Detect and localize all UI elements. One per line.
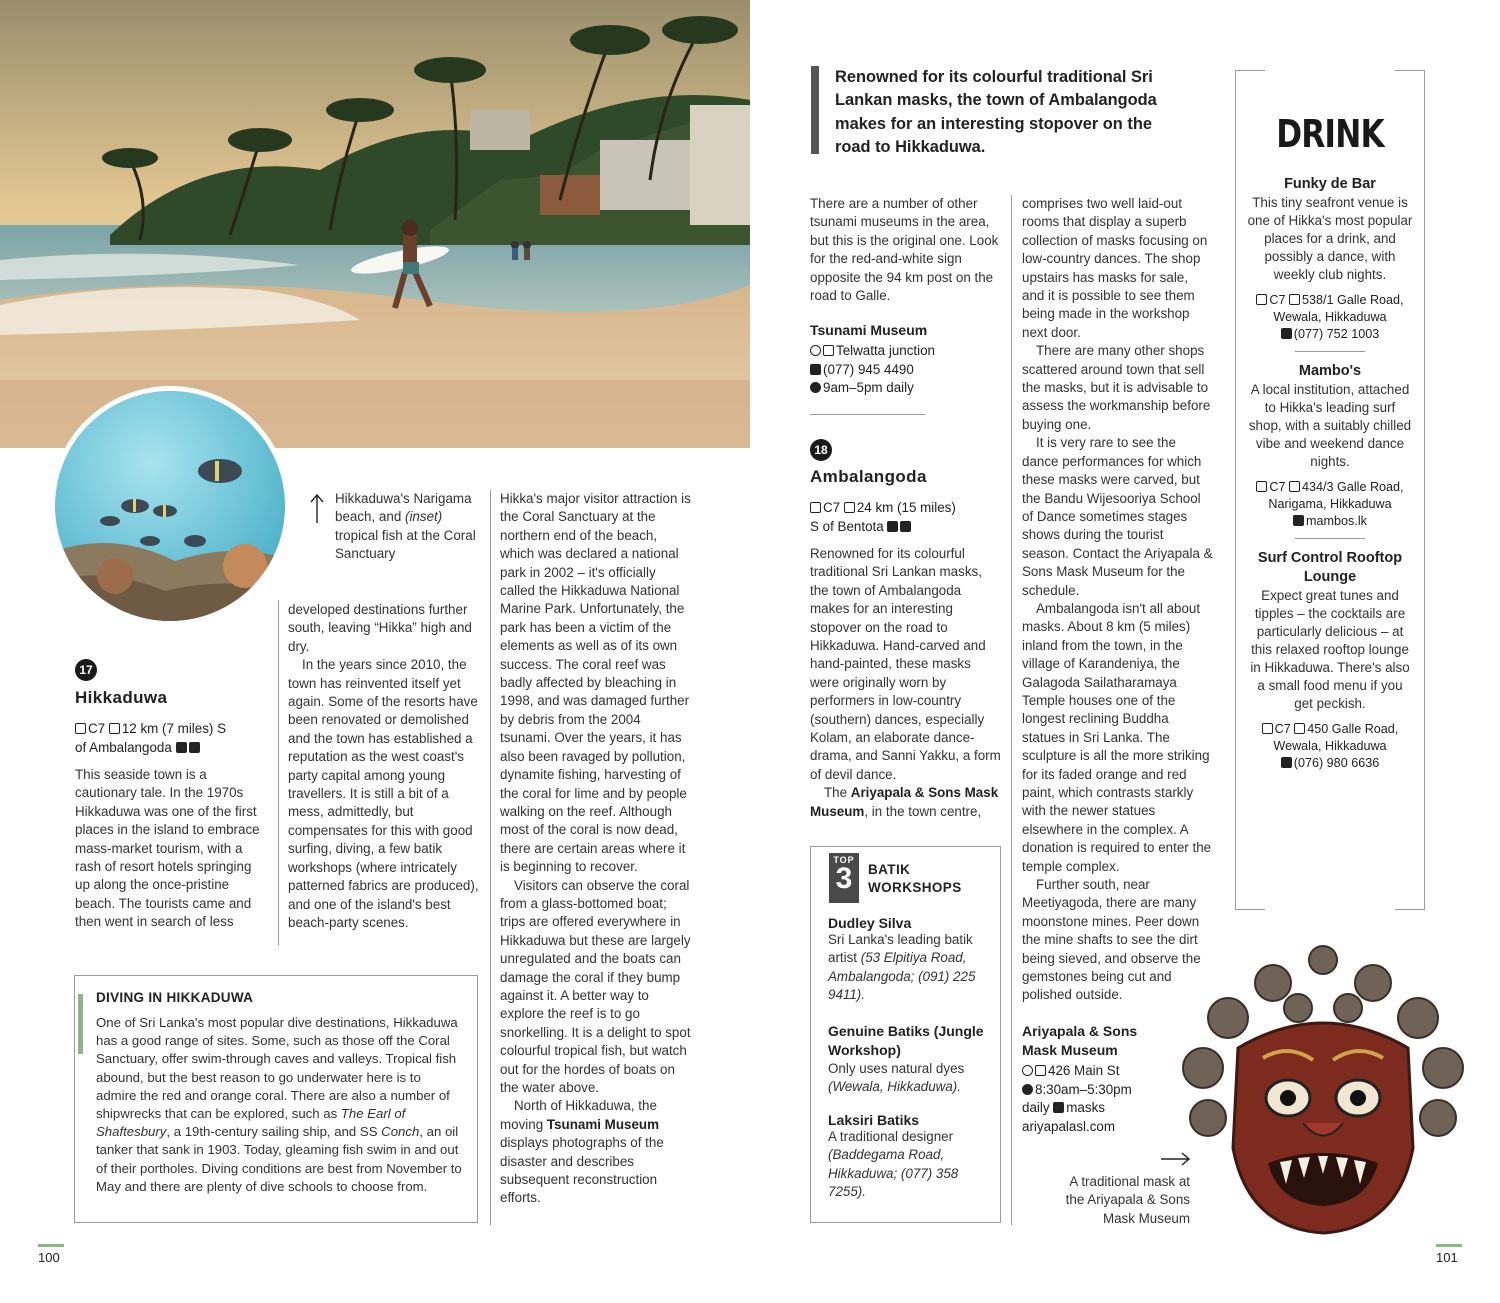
ambalangoda-title: Ambalangoda — [810, 467, 927, 486]
ariyapala-museum-name: Ariyapala & Sons Mask Museum — [1022, 1023, 1138, 1058]
phone-icon — [1281, 757, 1292, 768]
address-icon — [1289, 294, 1300, 305]
hikkaduwa-col1: This seaside town is a cautionary tale. In the 1970s Hikkaduwa was one of the first places in the island to embrace mass-market tourism, with a rash of resort hotels springing up along the once-pristine beach. The tourists came and then went in search of less — [75, 767, 260, 930]
drink-venue-mambos-name: Mambo's — [1298, 363, 1362, 379]
drink-venue-mambos-desc: A local institution, attached to Hikka's leading surf shop, with a suitably chilled vibe and weekend dance nights. — [1248, 382, 1412, 469]
drink-sidebar-rule-bottom — [1395, 909, 1425, 910]
page-number-tab — [38, 1244, 64, 1247]
page-number-right: 101 — [1436, 1250, 1458, 1265]
mask-caption: A traditional mask at the Ariyapala & Sons Mask Museum — [1065, 1174, 1190, 1226]
tsunami-museum-info: Telwatta junction (077) 945 4490 9am–5pm daily — [810, 342, 1010, 398]
ambalangoda-col-a: Renowned for its colourful traditional Sri Lankan masks, the town of Ambalangoda makes for an interesting stopover on the road to Hikkaduwa. Hand-carved and hand-painted, these masks were originally worn by performers in low-country (southern) dances, especially Kolam, an elaborate dance-drama, and Sanni Yakku, a form of devil dance. The Ariyapala & Sons Mask Museum, in the town centre, — [810, 546, 1001, 819]
bus-icon — [900, 521, 911, 532]
drink-venue-surf-control-name: Surf Control Rooftop Lounge — [1257, 550, 1403, 585]
drink-sidebar-rule-top — [1235, 70, 1265, 71]
ariyapala-museum-info: 426 Main St 8:30am–5:30pm daily masks ariyapalasl.com — [1022, 1063, 1132, 1134]
hikkaduwa-title: Hikkaduwa — [75, 688, 168, 707]
tsunami-museum-name: Tsunami Museum — [810, 322, 928, 338]
train-icon — [887, 521, 898, 532]
drink-sidebar-rule-right — [1424, 70, 1425, 910]
hikkaduwa-info: C7 12 km (7 miles) S of Ambalangoda — [75, 721, 227, 755]
diving-box-accent-bar — [78, 994, 83, 1054]
top3-item: Genuine Batiks (Jungle Workshop) Only uses natural dyes (Wewala, Hikkaduwa). — [828, 1023, 984, 1095]
beach-photo-illustration — [0, 0, 750, 448]
top3-badge — [829, 853, 859, 903]
gps-icon — [1022, 1065, 1033, 1076]
gps-icon — [810, 345, 821, 356]
drink-sidebar-rule-left — [1235, 70, 1236, 910]
mask-illustration — [1168, 938, 1478, 1238]
column-rule — [1011, 195, 1012, 1225]
mask-caption-arrow-icon — [1160, 1152, 1190, 1166]
top3-badge-label: TOP — [833, 855, 855, 865]
column-rule — [278, 600, 279, 945]
location-icon — [109, 723, 120, 734]
ambalangoda-col-b: comprises two well laid-out rooms that display a superb collection of masks focusing on low-country dances. The shop upstairs has masks for sale, and it is possible to see them being made in the workshop next door. There are many other shops scattered around town that sell the masks, but it is advisable to assess the workmanship before buying one. It is very rare to see the dance performances for which these masks were carved, but the Bandu Wijesooriya School of Dance sometimes stages shows during the tourist season. Contact the Ariyapala & Sons Mask Museum for the schedule. Ambalangoda isn't all about masks. About 8 km (5 miles) inland from the town, in the village of Karandeniya, the Galagoda Sailatharamaya Temple houses one of the longest reclining Buddha statues in Sri Lanka. The sculpture is all the more striking for its faded orange and red paint, which contrasts starkly with the newer statues elsewhere in the complex. A donation is required to enter the temple complex. Further south, near Meetiyagoda, there are many moonstone mines. Peer down the mine shafts to see the dirt being sieved, and observe the gemstones being cut and polished outside. — [1022, 196, 1213, 1003]
address-icon — [1035, 1065, 1046, 1076]
location-icon — [844, 502, 855, 513]
drink-title: DRINK — [1276, 112, 1384, 156]
map-ref-icon — [1256, 294, 1267, 305]
phone-icon — [1281, 328, 1292, 339]
pull-quote-bar — [811, 66, 819, 154]
drink-sidebar-rule-bottom — [1235, 909, 1265, 910]
address-icon — [1289, 481, 1300, 492]
hikkaduwa-number-badge: 17 — [75, 659, 97, 681]
phone-icon — [810, 364, 821, 375]
page-number-left: 100 — [38, 1250, 60, 1265]
map-ref-icon — [1256, 481, 1267, 492]
map-ref-icon — [1262, 723, 1273, 734]
train-icon — [176, 742, 187, 753]
address-icon — [1294, 723, 1305, 734]
clock-icon — [810, 382, 821, 393]
section-divider — [810, 414, 925, 415]
clock-icon — [1022, 1084, 1033, 1095]
fish-inset-photo — [50, 386, 290, 626]
drink-sidebar — [1235, 70, 1425, 910]
top3-title: BATIK WORKSHOPS — [868, 862, 962, 895]
web-icon — [1053, 1102, 1064, 1113]
address-icon — [823, 345, 834, 356]
pull-quote: Renowned for its colourful traditional Sri Lankan masks, the town of Ambalangoda makes for an interesting stopover on the road to Hikkaduwa. — [835, 68, 1157, 157]
top3-item: Laksiri Batiks A traditional designer (Baddegama Road, Hikkaduwa; (077) 358 7255). — [828, 1112, 959, 1200]
diving-box-text: One of Sri Lanka's most popular dive destinations, Hikkaduwa has a good range of sites. Some, such as those off the Coral Sanctuary, offer swim-through caves and valleys. Tropical fish abound, but the best reason to go underwater here is to admire the red and orange coral. There are also a number of shipwrecks that can be explored, such as The Earl of Shaftesbury, a 19th-century sailing ship, and SS Conch, an oil tanker that sank in 1903. Today, gleaming fish swim in and out of their portholes. Diving conditions are best from November to May and there are plenty of dive schools to choose from. — [96, 1015, 462, 1194]
map-ref-icon — [810, 502, 821, 513]
ambalangoda-info: C7 24 km (15 miles) S of Bentota — [810, 500, 956, 534]
top3-badge-number: 3 — [835, 862, 853, 895]
page-number-tab — [1436, 1244, 1462, 1247]
web-icon — [1293, 515, 1304, 526]
diving-box-title: DIVING IN HIKKADUWA — [96, 990, 254, 1005]
tsunami-intro-text: There are a number of other tsunami museums in the area, but this is the original one. Look for the red-and-white sign opposite the 94 km post on the road to Galle. — [810, 196, 999, 304]
beach-photo — [0, 0, 750, 448]
beach-photo-caption: Hikkaduwa's Narigama beach, and (inset) tropical fish at the Coral Sanctuary — [335, 491, 476, 562]
ambalangoda-number-badge: 18 — [810, 439, 832, 461]
hikkaduwa-col2: developed destinations further south, leaving “Hikka” high and dry. In the years since 2010, the town has reinvented itself yet again. Some of the resorts have been renovated or demolished and the town has established a reputation as the west coast's party capital among young travellers. It is still a bit of a mess, admittedly, but compensates for this with good surfing, diving, a few batik workshops (where intricately patterned fabrics are produced), and one of the island's best beach-party scenes. — [288, 602, 479, 930]
column-rule — [490, 490, 491, 1225]
map-ref-icon — [75, 723, 86, 734]
traditional-mask-photo — [1168, 938, 1478, 1238]
diving-box — [74, 975, 478, 1223]
top3-batik-box — [810, 846, 1001, 1223]
drink-venue-funky-de-bar: Funky de Bar This tiny seafront venue is one of Hikka's most popular places for a drink, and possibly a dance, with weekly club nights. C7 538/1 Galle Road, Wewala, Hikkaduwa (077) 752 1003 Mambo's A local institution, attached to Hikka's leading surf shop, with a suitably chilled vibe and weekend dance nights. C7 434/3 Galle Road, Narigama, Hikkaduwa mambos.lk Surf Control Rooftop Lounge Expect great tunes and tipples – the cocktails are particularly delicious – at this relaxed rooftop lounge in Hikkaduwa. There's also a small food menu if you get peckish. C7 450 Galle Road, Wewala, Hikkaduwa (076) 980 6636 — [1247, 176, 1413, 770]
hikkaduwa-col3: Hikka's major visitor attraction is the Coral Sanctuary at the northern end of the beach, which was declared a national park in 2002 – it's officially called the Hikkaduwa National Marine Park. Unfortunately, the park has been a victim of the elements as well as of its own success. The coral reef was badly affected by bleaching in 1998, and was damaged further by debris from the 2004 tsunami. Over the years, it has also been ravaged by pollution, dynamite fishing, harvesting of the coral for lime and by people walking on the reef. Although most of the coral is now dead, there are certain areas where it is beginning to recover. Visitors can observe the coral from a glass-bottomed boat; trips are offered everywhere in Hikkaduwa but these are largely unregulated and the boats can damage the coral if they bump against it. A better way to explore the reef is to go snorkelling. It is a delight to spot colourful tropical fish, but watch out for the hordes of boats on the water above. North of Hikkaduwa, the moving Tsunami Museum displays photographs of the disaster and describes subsequent reconstruction efforts. — [500, 491, 691, 1206]
drink-sidebar-rule-top — [1395, 70, 1425, 71]
top3-item: Dudley Silva Sri Lanka's leading batik artist (53 Elpitiya Road, Ambalangoda; (091) 225 9411). — [828, 915, 976, 1003]
fish-inset-illustration — [55, 391, 290, 626]
caption-up-arrow-icon — [310, 494, 324, 524]
bus-icon — [189, 742, 200, 753]
drink-venue-surf-control-desc: Expect great tunes and tipples – the cocktails are particularly delicious – at this relaxed rooftop lounge in Hikkaduwa. There's also a small food menu if you get peckish. — [1250, 588, 1410, 711]
